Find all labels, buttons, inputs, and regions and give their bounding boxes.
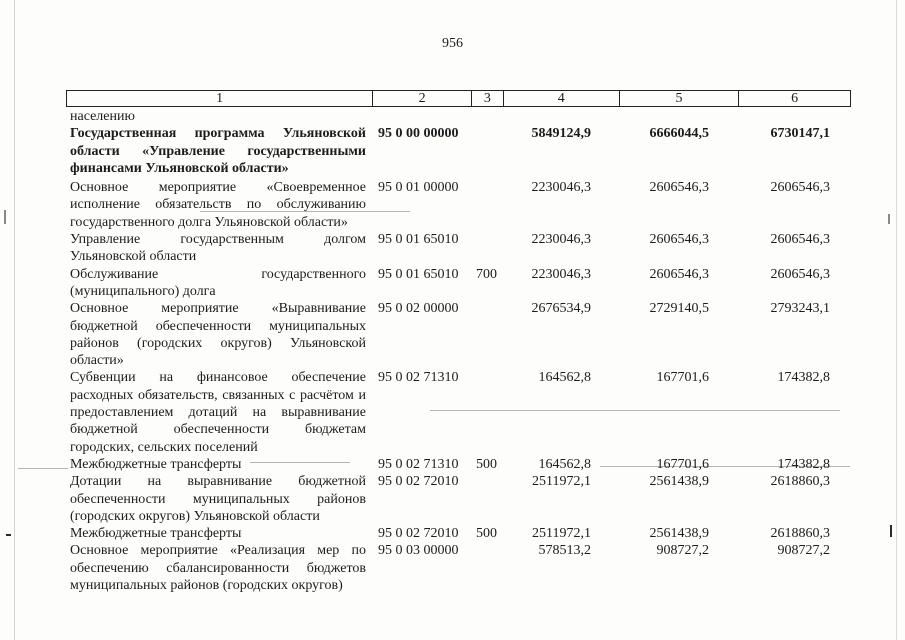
row-value-1: 164562,8 (538, 456, 591, 472)
row-value-3: 2606546,3 (770, 232, 830, 248)
row-name: Межбюджетные трансферты (70, 526, 242, 542)
row-value-2: 2606546,3 (649, 266, 709, 282)
row-value-3: 174382,8 (777, 456, 830, 472)
row-code: 95 0 02 00000 (378, 301, 459, 317)
header-col-2: 2 (373, 91, 472, 106)
header-col-3: 3 (472, 91, 504, 106)
table-row (70, 266, 850, 301)
row-value-3: 174382,8 (777, 370, 830, 386)
table-row (70, 231, 850, 266)
row-code: 95 0 01 65010 (378, 266, 459, 282)
row-value-1: 164562,8 (538, 370, 591, 386)
edge-mark (888, 214, 890, 224)
row-value-3: 2618860,3 (770, 526, 830, 542)
row-code: 95 0 02 72010 (378, 526, 459, 542)
scan-edge-right (896, 0, 897, 640)
table-row (70, 525, 850, 542)
row-value-1: 2511972,1 (532, 526, 591, 542)
row-value-3: 2606546,3 (770, 266, 830, 282)
edge-mark (890, 525, 892, 537)
row-name: Межбюджетные трансферты (70, 456, 242, 472)
row-value-3: 2618860,3 (770, 474, 830, 490)
page-number: 956 (442, 36, 463, 51)
row-type: 700 (476, 266, 497, 282)
table-row (70, 125, 850, 177)
header-col-6: 6 (791, 91, 799, 106)
row-value-2: 2729140,5 (649, 301, 709, 317)
row-value-2: 2561438,9 (649, 474, 709, 490)
row-code: 95 0 01 00000 (378, 180, 459, 196)
row-name: Субвенции на финансовое обеспечение расходных обязательств, связанных с расчётом и предоставлением дотаций на выравнивание бюджетной обеспеченности бюджетам городских, сельских поселений (70, 370, 366, 455)
table-row (70, 542, 850, 594)
row-code: 95 0 02 72010 (378, 474, 459, 490)
header-col-5: 5 (620, 91, 740, 106)
row-name: Государственная программа Ульяновской области «Управление государственными финансами Ульяновской области» (70, 126, 366, 176)
row-value-2: 6666044,5 (649, 126, 709, 142)
row-value-1: 578513,2 (538, 543, 591, 559)
row-type: 500 (476, 526, 497, 542)
row-name: Обслуживание государственного (муниципального) долга (70, 266, 366, 299)
row-name: населению (70, 109, 135, 124)
row-value-1: 2511972,1 (532, 474, 591, 490)
table-row (70, 108, 850, 125)
row-value-3: 2606546,3 (770, 180, 830, 196)
row-value-3: 908727,2 (777, 543, 830, 559)
row-name: Основное мероприятие «Выравнивание бюджетной обеспеченности муниципальных районов (городских округов) Ульяновской области» (70, 301, 366, 369)
row-type: 500 (476, 456, 497, 472)
scan-edge-left (14, 0, 15, 640)
row-code: 95 0 01 65010 (378, 232, 459, 248)
row-value-3: 2793243,1 (770, 301, 830, 317)
row-value-2: 2561438,9 (649, 526, 709, 542)
row-value-3: 6730147,1 (770, 126, 830, 142)
row-code: 95 0 02 71310 (378, 456, 459, 472)
table-row (70, 473, 850, 525)
header-col-4: 4 (504, 91, 620, 106)
table-row (70, 179, 850, 231)
row-code: 95 0 02 71310 (378, 370, 459, 386)
table-row (70, 456, 850, 473)
row-value-1: 5849124,9 (531, 126, 591, 142)
row-value-2: 2606546,3 (649, 180, 709, 196)
row-name: Основное мероприятие «Реализация мер по обеспечению сбалансированности бюджетов муниципальных районов (городских округов) (70, 543, 366, 594)
row-name: Управление государственным долгом Ульяновской области (70, 232, 366, 265)
row-name: Основное мероприятие «Своевременное исполнение обязательств по обслуживанию государственного долга Ульяновской области» (70, 180, 366, 230)
row-code: 95 0 00 00000 (378, 126, 459, 142)
edge-mark (4, 210, 6, 224)
scan-smudge (18, 468, 68, 469)
row-code: 95 0 03 00000 (378, 543, 459, 559)
row-value-1: 2230046,3 (531, 180, 591, 196)
table-header (66, 90, 851, 107)
edge-mark (6, 534, 11, 536)
row-value-1: 2676534,9 (531, 301, 591, 317)
header-col-1: 1 (67, 91, 373, 106)
budget-table (70, 108, 850, 594)
row-value-2: 908727,2 (656, 543, 709, 559)
row-name: Дотации на выравнивание бюджетной обеспеченности муниципальных районов (городских округов) Ульяновской области (70, 474, 366, 524)
row-value-2: 2606546,3 (649, 232, 709, 248)
row-value-1: 2230046,3 (531, 266, 591, 282)
table-row (70, 369, 850, 455)
row-value-2: 167701,6 (656, 370, 709, 386)
row-value-2: 167701,6 (656, 456, 709, 472)
row-value-1: 2230046,3 (531, 232, 591, 248)
table-row (70, 300, 850, 369)
